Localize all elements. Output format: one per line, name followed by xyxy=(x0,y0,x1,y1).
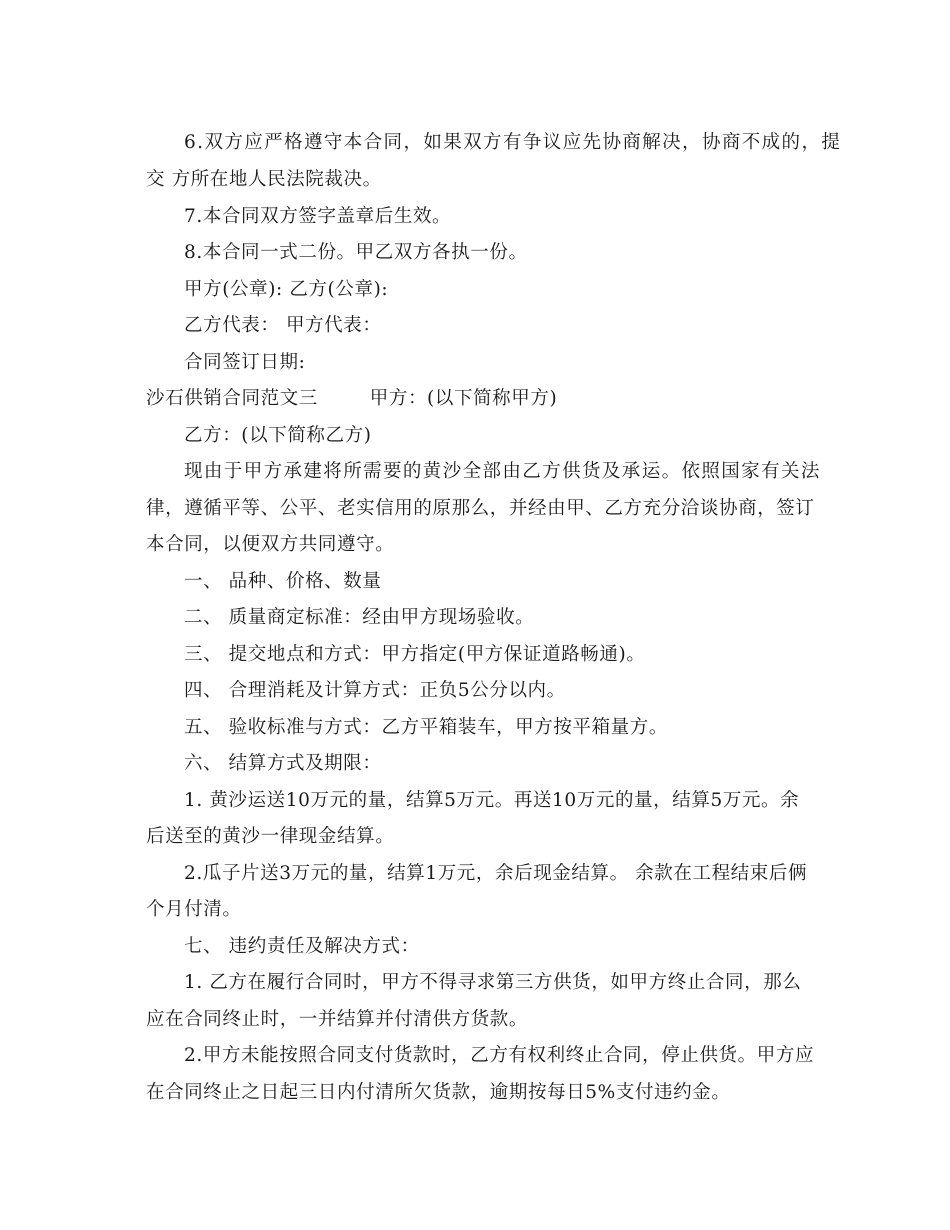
representative-line: 乙方代表： 甲方代表： xyxy=(184,315,382,336)
paragraph-line: 个月付清。 xyxy=(146,899,242,920)
clause-heading: 四、 合理消耗及计算方式：正负5公分以内。 xyxy=(184,680,566,701)
signature-party-line: 甲方(公章): 乙方(公章): xyxy=(184,279,389,300)
paragraph-line: 7.本合同双方签字盖章后生效。 xyxy=(184,206,452,227)
clause-heading: 三、 提交地点和方式：甲方指定(甲方保证道路畅通)。 xyxy=(184,644,646,665)
paragraph-line: 1. 乙方在履行合同时，甲方不得寻求第三方供货，如甲方终止合同，那么 xyxy=(184,972,802,993)
party-b-line: 乙方：(以下简称乙方) xyxy=(184,425,372,446)
paragraph-line: 2.瓜子片送3万元的量，结算1万元，余后现金结算。 余款在工程结束后俩 xyxy=(184,863,808,884)
paragraph-line: 8.本合同一式二份。甲乙双方各执一份。 xyxy=(184,242,528,263)
paragraph-line: 应在合同终止时，一并结算并付清供方货款。 xyxy=(146,1009,529,1030)
clause-heading: 二、 质量商定标准：经由甲方现场验收。 xyxy=(184,607,535,628)
paragraph-line: 6.双方应严格遵守本合同，如果双方有争议应先协商解决，协商不成的，提 xyxy=(184,132,842,153)
clause-heading: 五、 验收标准与方式：乙方平箱装车，甲方按平箱量方。 xyxy=(184,717,668,738)
paragraph-line: 在合同终止之日起三日内付清所欠货款，逾期按每日5%支付违约金。 xyxy=(146,1082,731,1103)
paragraph-line: 1. 黄沙运送10万元的量，结算5万元。再送10万元的量，结算5万元。余 xyxy=(184,790,800,811)
clause-heading: 一、 品种、价格、数量 xyxy=(184,571,382,592)
paragraph-line: 交 方所在地人民法院裁决。 xyxy=(146,169,382,190)
paragraph-line: 现由于甲方承建将所需要的黄沙全部由乙方供货及承运。依照国家有关法 xyxy=(184,461,821,482)
paragraph-line: 律，遵循平等、公平、老实信用的原那么，并经由甲、乙方充分洽谈协商，签订 xyxy=(146,498,815,519)
clause-heading: 六、 结算方式及期限： xyxy=(184,753,382,774)
paragraph-line: 本合同，以便双方共同遵守。 xyxy=(146,534,395,555)
clause-heading: 七、 违约责任及解决方式： xyxy=(184,936,420,957)
paragraph-line: 后送至的黄沙一律现金结算。 xyxy=(146,826,395,847)
paragraph-line: 2.甲方未能按照合同支付货款时，乙方有权利终止合同，停止供货。甲方应 xyxy=(184,1045,815,1066)
sign-date-line: 合同签订日期: xyxy=(184,352,306,373)
section-title-line: 沙石供销合同范文三 甲方：(以下简称甲方) xyxy=(146,388,558,409)
